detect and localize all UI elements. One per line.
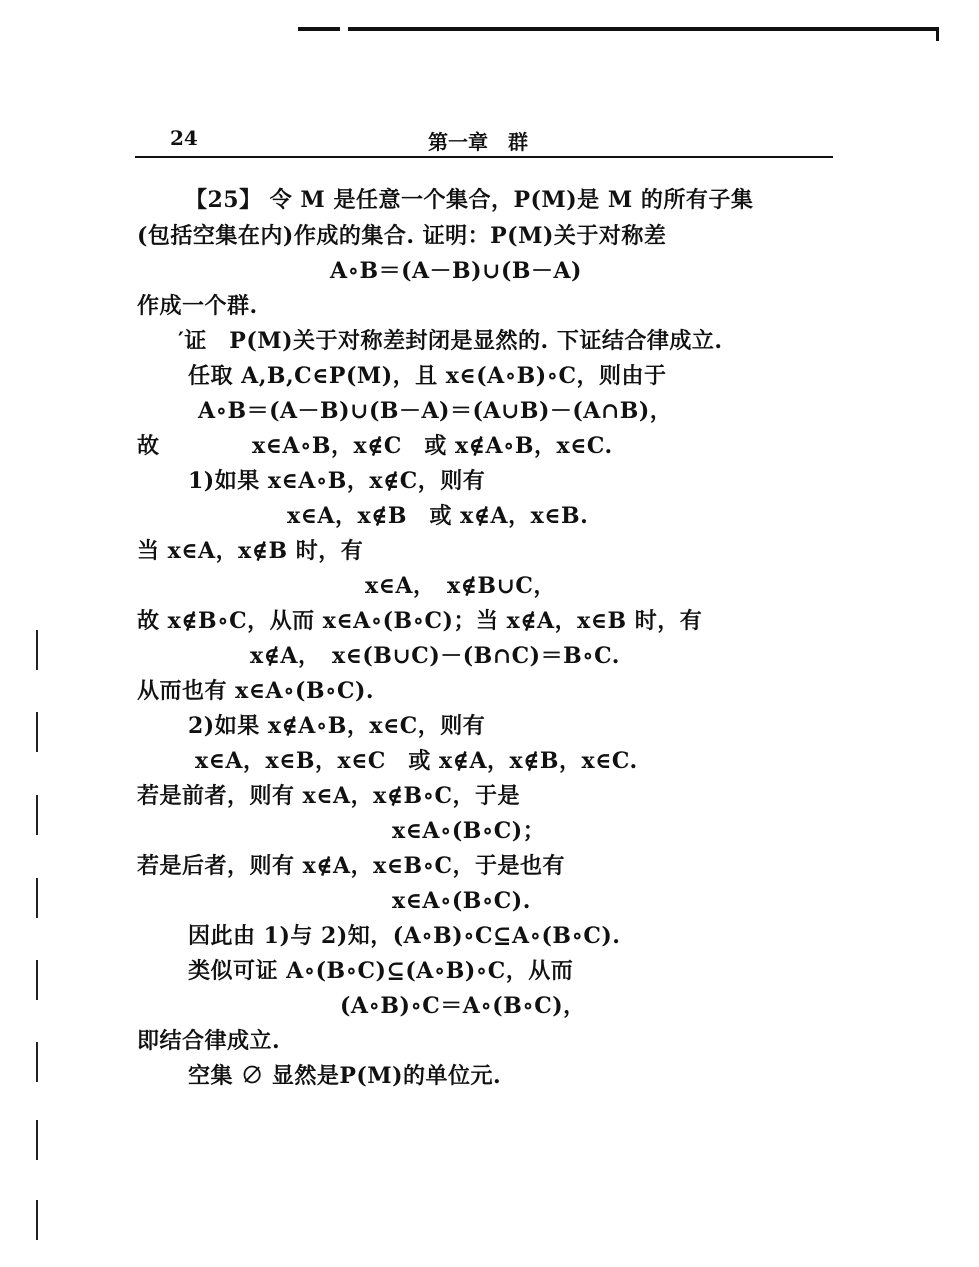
chapter-title: 第一章 群 (428, 130, 528, 154)
proof-formula-4: x∉A， x∈(B∪C)－(B∩C)＝B∘C. (250, 643, 620, 669)
scan-gap (340, 27, 348, 31)
page-number: 24 (170, 126, 198, 150)
margin-mark (36, 630, 38, 670)
problem-line-3: 作成一个群. (137, 293, 258, 319)
proof-line-7: 从而也有 x∈A∘(B∘C). (137, 678, 375, 704)
proof-line-13: 即结合律成立. (137, 1028, 281, 1054)
proof-line-14: 空集 ∅ 显然是P(M)的单位元. (188, 1063, 502, 1089)
scan-top-rule (298, 27, 938, 31)
margin-mark (36, 1120, 38, 1160)
proof-line-2: 任取 A,B,C∈P(M)，且 x∈(A∘B)∘C，则由于 (188, 363, 667, 389)
header-rule (135, 156, 833, 158)
proof-line-3-label: 故 (137, 433, 160, 459)
proof-line-8: 2)如果 x∉A∘B，x∈C，则有 (188, 713, 486, 739)
proof-line-3-formula: x∈A∘B，x∉C 或 x∉A∘B，x∈C. (252, 433, 613, 459)
proof-formula-3: x∈A， x∉B∪C， (365, 573, 556, 599)
proof-formula-6: x∈A∘(B∘C)； (392, 818, 546, 844)
proof-formula-2: x∈A，x∉B 或 x∉A，x∈B. (287, 503, 589, 529)
proof-line-5: 当 x∈A，x∉B 时，有 (137, 538, 364, 564)
proof-line-4: 1)如果 x∈A∘B，x∉C，则有 (188, 468, 486, 494)
proof-formula-5: x∈A，x∈B，x∈C 或 x∉A，x∉B，x∈C. (195, 748, 638, 774)
proof-formula-1: A∘B＝(A－B)∪(B－A)＝(A∪B)－(A∩B)， (198, 398, 673, 424)
proof-line-11: 因此由 1)与 2)知，(A∘B)∘C⊆A∘(B∘C). (188, 923, 621, 949)
proof-formula-8: (A∘B)∘C＝A∘(B∘C)， (340, 993, 586, 1019)
proof-line-12: 类似可证 A∘(B∘C)⊆(A∘B)∘C，从而 (188, 958, 574, 984)
margin-mark (36, 878, 38, 918)
proof-line-9: 若是前者，则有 x∈A，x∉B∘C，于是 (137, 783, 521, 809)
margin-mark (36, 712, 38, 752)
margin-mark (36, 1042, 38, 1082)
scan-corner-mark (936, 27, 939, 41)
proof-formula-7: x∈A∘(B∘C). (392, 888, 531, 914)
margin-mark (36, 1200, 38, 1240)
margin-mark (36, 960, 38, 1000)
proof-line-10: 若是后者，则有 x∉A，x∈B∘C，于是也有 (137, 853, 566, 879)
proof-line-1: ′证 P(M)关于对称差封闭是显然的. 下证结合律成立. (178, 328, 723, 354)
problem-line-2: (包括空集在内)作成的集合. 证明：P(M)关于对称差 (137, 223, 667, 249)
problem-formula: A∘B＝(A－B)∪(B－A) (330, 258, 582, 284)
problem-line-1: 【25】 令 M 是任意一个集合，P(M)是 M 的所有子集 (185, 187, 754, 213)
margin-mark (36, 795, 38, 835)
proof-line-6: 故 x∉B∘C，从而 x∈A∘(B∘C)；当 x∉A，x∈B 时，有 (137, 608, 703, 634)
